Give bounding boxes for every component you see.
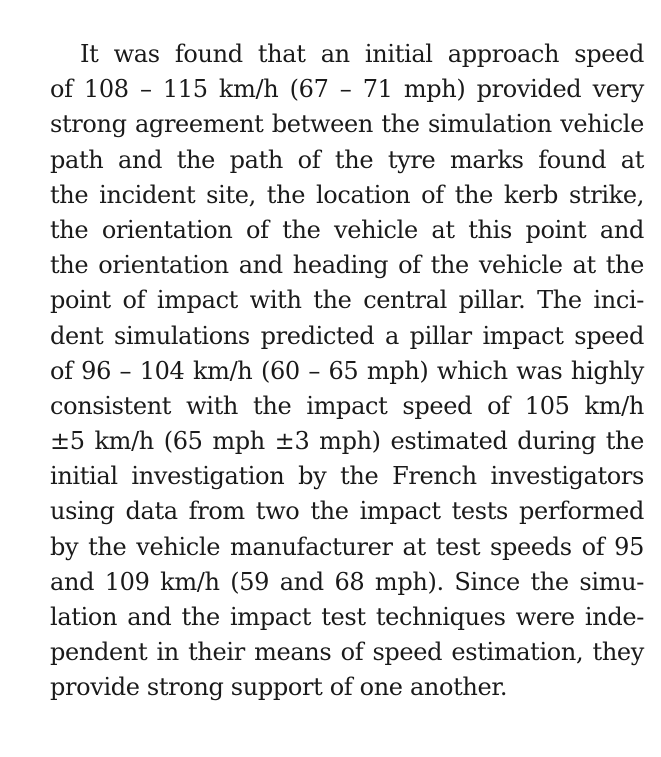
paragraph-line: path and the path of the tyre marks found at [50, 145, 644, 174]
paragraph-line: pendent in their means of speed estimation, they [50, 638, 644, 667]
paragraph-line: point of impact with the central pillar. The inci- [50, 286, 644, 315]
paragraph-line: the incident site, the location of the kerb strike, [50, 180, 644, 209]
paragraph-line: lation and the impact test techniques were inde- [50, 603, 644, 631]
paragraph-line: the orientation and heading of the vehicle at the [50, 251, 644, 280]
paragraph-line: using data from two the impact tests performed [50, 497, 644, 526]
paragraph-line: ±5 km/h (65 mph ±3 mph) estimated during the [50, 427, 644, 456]
paragraph-line: initial investigation by the French investigators [50, 462, 644, 491]
paragraph-line: strong agreement between the simulation vehicle [50, 110, 644, 139]
paragraph-line: the orientation of the vehicle at this point and [50, 215, 644, 244]
paragraph-line: consistent with the impact speed of 105 km/h [50, 391, 644, 420]
paragraph-line: by the vehicle manufacturer at test speeds of 95 [50, 532, 644, 561]
paragraph-line: of 96 – 104 km/h (60 – 65 mph) which was highly [50, 356, 644, 385]
paragraph-line: of 108 – 115 km/h (67 – 71 mph) provided very [50, 75, 644, 104]
paragraph-line: It was found that an initial approach speed [80, 40, 644, 68]
body-paragraph [50, 37, 644, 706]
paragraph-line: and 109 km/h (59 and 68 mph). Since the simu- [50, 567, 644, 596]
paragraph-line: dent simulations predicted a pillar impact speed [50, 321, 644, 350]
paragraph-line: provide strong support of one another. [50, 673, 508, 702]
